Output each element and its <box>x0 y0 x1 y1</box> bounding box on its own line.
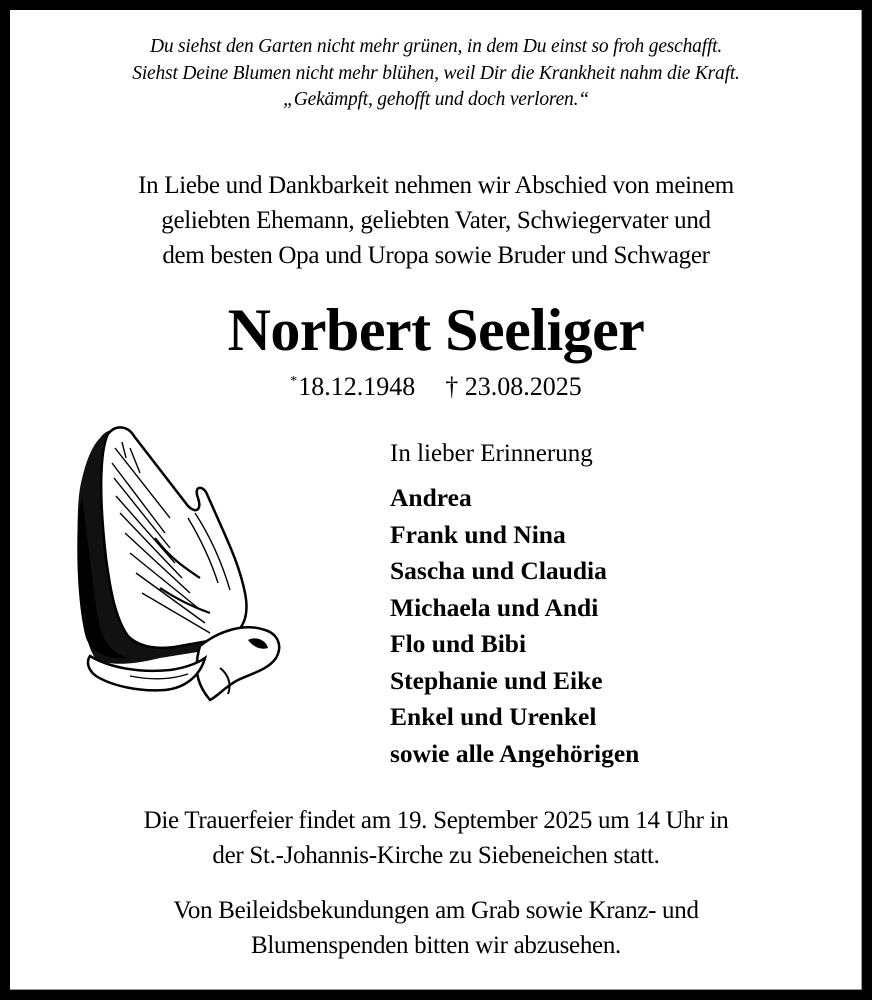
mourner-name: Sascha und Claudia <box>390 556 607 585</box>
mourner-name: sowie alle Angehörigen <box>390 738 640 768</box>
mourner-name: Enkel und Urenkel <box>390 702 597 731</box>
motto-line: Du siehst den Garten nicht mehr grünen, in dem Du einst so froh geschafft. <box>149 36 723 57</box>
intro-line: In Liebe und Dankbarkeit nehmen wir Abschied von meinem <box>138 172 734 199</box>
mourners-lead: In lieber Erinnerung <box>390 440 593 467</box>
mourner-name: Frank und Nina <box>390 519 566 549</box>
deceased-name: Norbert Seeliger <box>227 297 645 363</box>
birth-date: 18.12.1948 <box>298 372 416 401</box>
mourner-name: Flo und Bibi <box>390 629 527 658</box>
motto-verse <box>0 34 872 114</box>
death-cross-icon: † <box>445 372 459 401</box>
note-line: Von Beileidsbekundungen am Grab sowie Kranz- und <box>173 897 699 924</box>
life-dates <box>0 366 872 403</box>
farewell-intro <box>0 168 872 273</box>
ceremony-line: Die Trauerfeier findet am 19. September 2025 um 14 Uhr in <box>143 807 729 834</box>
condolence-note <box>0 893 872 963</box>
death-date: 23.08.2025 <box>464 372 582 401</box>
note-line: Blumenspenden bitten wir abzusehen. <box>251 932 621 959</box>
mourner-name: Andrea <box>390 483 472 512</box>
intro-line: geliebten Ehemann, geliebten Vater, Schwiegervater und <box>161 207 711 234</box>
ceremony-line: der St.-Johannis-Kirche zu Siebeneichen statt. <box>212 842 660 869</box>
mourners-list <box>390 480 639 772</box>
mourner-name: Michaela und Andi <box>390 592 599 622</box>
birth-star-icon: * <box>290 374 298 389</box>
motto-line: „Gekämpft, gehofft und doch verloren.“ <box>283 89 589 110</box>
motto-line: Siehst Deine Blumen nicht mehr blühen, weil Dir die Krankheit nahm die Kraft. <box>132 62 740 84</box>
mourner-name: Stephanie und Eike <box>390 665 603 695</box>
praying-hands-icon <box>70 418 285 703</box>
mourners-block <box>390 437 639 772</box>
intro-line: dem besten Opa und Uropa sowie Bruder und Schwager <box>162 242 710 269</box>
funeral-ceremony-info <box>0 803 872 873</box>
